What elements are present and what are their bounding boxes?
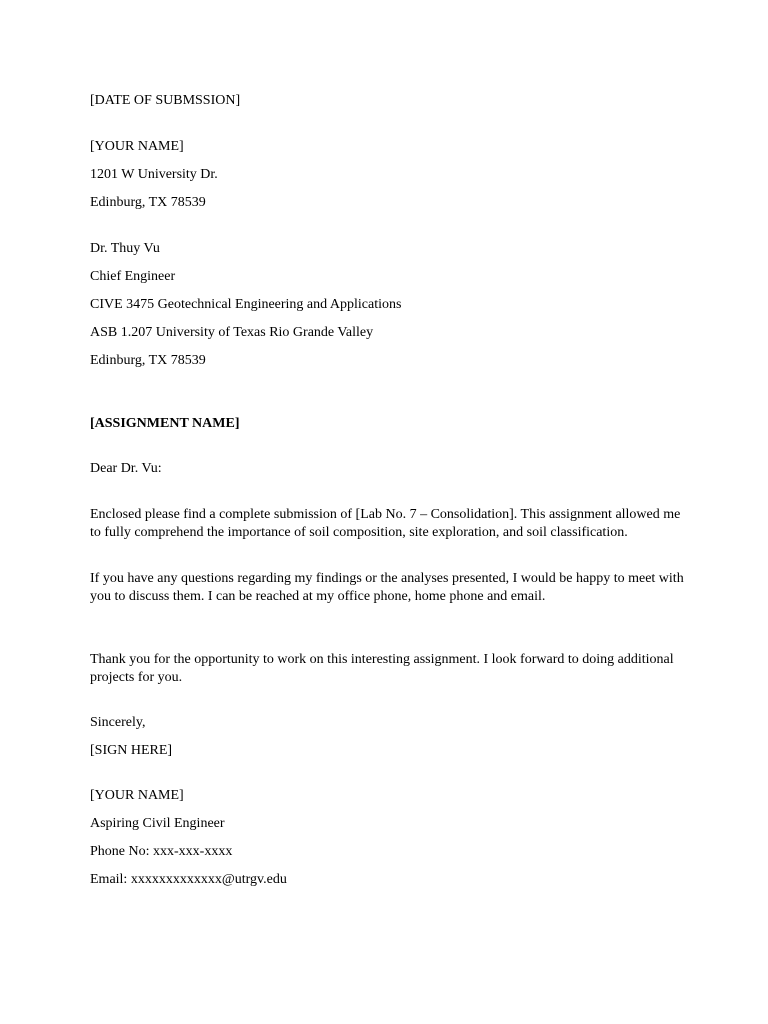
sender-name: [YOUR NAME] — [90, 139, 184, 154]
body-paragraph-2: If you have any questions regarding my findings or the analyses presented, I would be happy to meet with you to discuss them. I can be reached at my office phone, home phone and email. — [90, 571, 684, 604]
sender-street: 1201 W University Dr. — [90, 167, 218, 182]
recipient-title: Chief Engineer — [90, 269, 176, 284]
signer-name: [YOUR NAME] — [90, 788, 184, 803]
signer-phone: Phone No: xxx-xxx-xxxx — [90, 844, 233, 859]
assignment-title: [ASSIGNMENT NAME] — [90, 416, 240, 431]
salutation: Dear Dr. Vu: — [90, 461, 162, 476]
recipient-name: Dr. Thuy Vu — [90, 241, 160, 256]
submission-date: [DATE OF SUBMSSION] — [90, 93, 241, 108]
body-paragraph-1: Enclosed please find a complete submission of [Lab No. 7 – Consolidation]. This assignment allowed me to fully comprehend the importance of soil composition, site exploration, and soil classification. — [90, 507, 681, 540]
signer-title: Aspiring Civil Engineer — [90, 816, 225, 831]
recipient-address: ASB 1.207 University of Texas Rio Grande Valley — [90, 325, 374, 340]
recipient-course: CIVE 3475 Geotechnical Engineering and Applications — [90, 297, 402, 312]
sender-city: Edinburg, TX 78539 — [90, 195, 206, 210]
body-paragraph-3: Thank you for the opportunity to work on this interesting assignment. I look forward to doing additional projects for you. — [90, 652, 674, 685]
signature-placeholder: [SIGN HERE] — [90, 743, 173, 758]
recipient-city: Edinburg, TX 78539 — [90, 353, 206, 368]
signer-email: Email: xxxxxxxxxxxxx@utrgv.edu — [90, 872, 287, 887]
closing: Sincerely, — [90, 715, 146, 730]
